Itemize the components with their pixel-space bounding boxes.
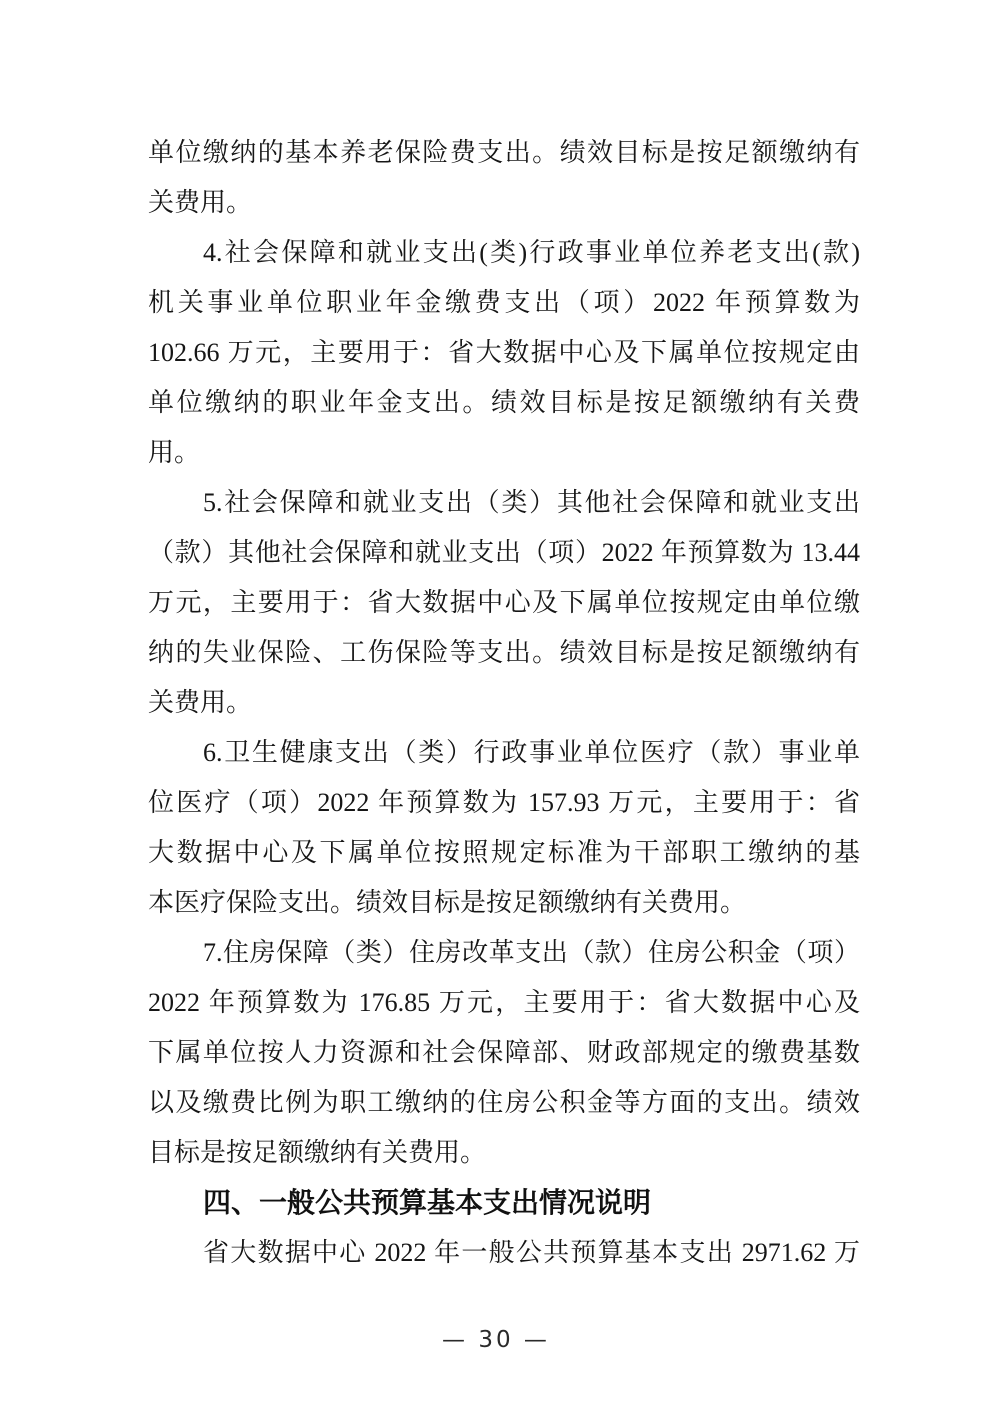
page-number: — 30 — xyxy=(442,1327,550,1353)
paragraph-line: 用。 xyxy=(148,438,201,467)
paragraph-line: 以及缴费比例为职工缴纳的住房公积金等方面的支出。绩效 xyxy=(148,1088,860,1117)
paragraph-line: 102.66 万元，主要用于：省大数据中心及下属单位按规定由 xyxy=(148,338,860,367)
paragraph-line: 万元，主要用于：省大数据中心及下属单位按规定由单位缴 xyxy=(148,588,860,617)
section-heading: 四、一般公共预算基本支出情况说明 xyxy=(203,1187,652,1218)
paragraph-line: 下属单位按人力资源和社会保障部、财政部规定的缴费基数 xyxy=(148,1038,860,1067)
page-footer xyxy=(0,1318,992,1362)
paragraph-line: 单位缴纳的基本养老保险费支出。绩效目标是按足额缴纳有 xyxy=(148,138,860,167)
paragraph-line: 关费用。 xyxy=(148,188,253,217)
paragraph-line: 位医疗（项）2022 年预算数为 157.93 万元，主要用于：省 xyxy=(148,788,860,817)
paragraph-line: 单位缴纳的职业年金支出。绩效目标是按足额缴纳有关费 xyxy=(148,388,860,417)
document-body xyxy=(148,128,860,1278)
paragraph-line: 关费用。 xyxy=(148,688,253,717)
paragraph-line: 7.住房保障（类）住房改革支出（款）住房公积金（项） xyxy=(203,938,860,967)
paragraph-line: 4.社会保障和就业支出(类)行政事业单位养老支出(款) xyxy=(203,238,860,267)
paragraph-line: 目标是按足额缴纳有关费用。 xyxy=(148,1138,487,1167)
paragraph-line: 大数据中心及下属单位按照规定标准为干部职工缴纳的基 xyxy=(148,838,860,867)
paragraph-line: 本医疗保险支出。绩效目标是按足额缴纳有关费用。 xyxy=(148,888,747,917)
paragraph-line: 6.卫生健康支出（类）行政事业单位医疗（款）事业单 xyxy=(203,738,860,767)
paragraph-line: 2022 年预算数为 176.85 万元，主要用于：省大数据中心及 xyxy=(148,988,860,1017)
paragraph-line: 机关事业单位职业年金缴费支出（项）2022 年预算数为 xyxy=(148,288,860,317)
paragraph-line: 纳的失业保险、工伤保险等支出。绩效目标是按足额缴纳有 xyxy=(148,638,860,667)
paragraph-line: （款）其他社会保障和就业支出（项）2022 年预算数为 13.44 xyxy=(148,538,860,567)
paragraph-line: 省大数据中心 2022 年一般公共预算基本支出 2971.62 万 xyxy=(203,1238,860,1267)
paragraph-line: 5.社会保障和就业支出（类）其他社会保障和就业支出 xyxy=(203,488,860,517)
